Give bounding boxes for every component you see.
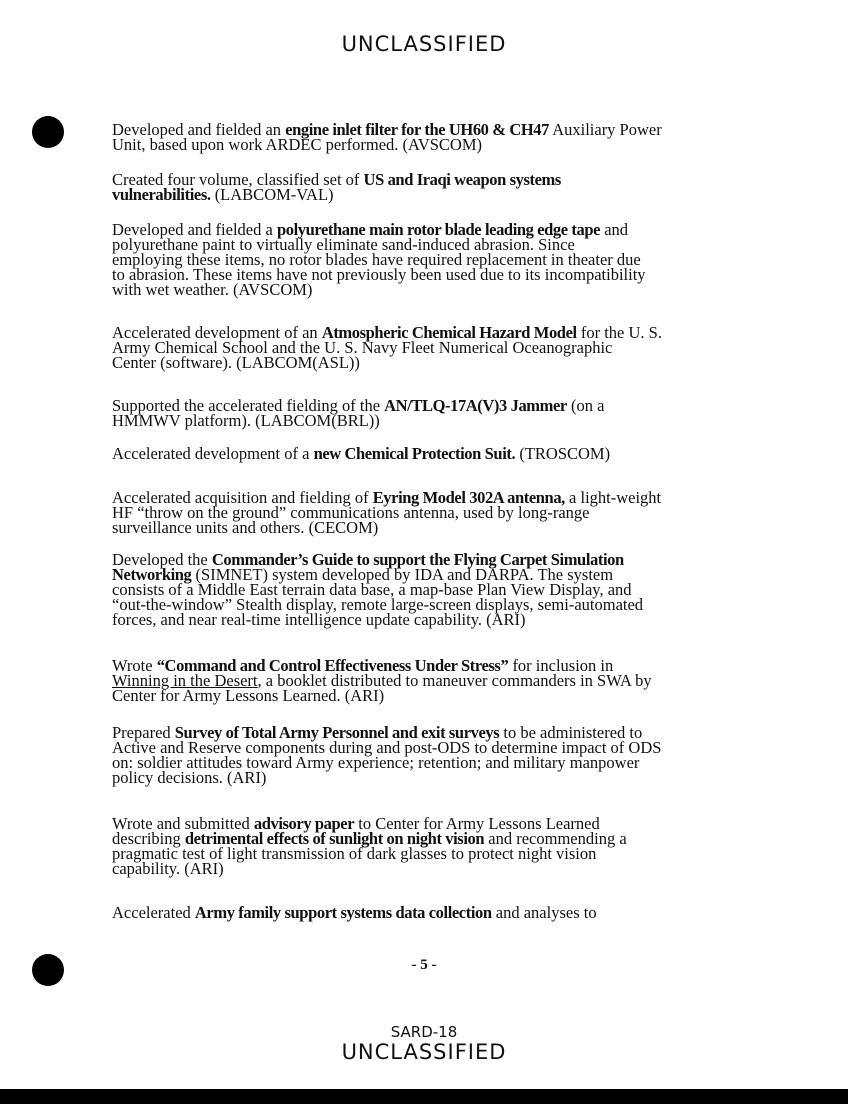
paragraph [112, 398, 604, 428]
text-segment: (on a [566, 396, 605, 415]
paragraph [112, 325, 662, 370]
text-segment: Unit, based upon work ARDEC performed. (AVSCOM) [112, 135, 483, 154]
bold-text: advisory paper [253, 814, 355, 833]
text-line [112, 282, 646, 297]
text-segment: Wrote [112, 656, 157, 675]
bold-text: vulnerabilities. [112, 185, 211, 204]
paragraph [112, 122, 662, 152]
text-segment: and analyses to [491, 903, 597, 922]
paragraph [112, 658, 652, 703]
text-segment: pragmatic test of light transmission of dark glasses to protect night vision [112, 844, 597, 863]
paragraph [112, 816, 627, 876]
text-segment: describing [112, 829, 185, 848]
document-id: SARD-18 [390, 1023, 458, 1041]
text-segment: on: soldier attitudes toward Army experience; retention; and military manpower [112, 753, 640, 772]
bold-text: AN/TLQ-17A(V)3 Jammer [384, 396, 567, 415]
binder-hole-top [32, 116, 64, 148]
text-segment: Developed the [112, 550, 212, 569]
text-line [112, 187, 561, 202]
text-segment: Army Chemical School and the U. S. Navy Fleet Numerical Oceanographic [112, 338, 613, 357]
scan-edge-bar [0, 1089, 848, 1104]
footer-classification: UNCLASSIFIED [341, 1040, 507, 1064]
paragraph [112, 490, 661, 535]
text-segment: with wet weather. (AVSCOM) [112, 280, 313, 299]
text-segment: to abrasion. These items have not previously been used due to its incompatibility [112, 265, 646, 284]
text-line [112, 770, 661, 785]
text-segment: Accelerated development of an [112, 323, 322, 342]
text-segment: Accelerated [112, 903, 195, 922]
text-segment: employing these items, no rotor blades have required replacement in theater due [112, 250, 641, 269]
text-segment: Developed and fielded an [112, 120, 286, 139]
bold-text: Survey of Total Army Personnel and exit surveys [174, 723, 500, 742]
paragraph [112, 552, 643, 627]
bold-text: polyurethane main rotor blade leading edge tape [276, 220, 601, 239]
text-segment: Supported the accelerated fielding of the [112, 396, 385, 415]
paragraph [112, 725, 661, 785]
text-segment: consists of a Middle East terrain data base, a map-base Plan View Display, and [112, 580, 632, 599]
text-segment: a light-weight [564, 488, 662, 507]
text-line [112, 446, 610, 461]
text-segment: “out-the-window” Stealth display, remote large-screen displays, semi-automated [112, 595, 644, 614]
text-line [112, 137, 662, 152]
bold-text: US and Iraqi weapon systems [363, 170, 561, 189]
text-segment: Accelerated development of a [112, 444, 314, 463]
text-segment: (TROSCOM) [515, 444, 611, 463]
text-line [112, 355, 662, 370]
text-segment: Center (software). (LABCOM(ASL)) [112, 353, 360, 372]
text-segment: capability. (ARI) [112, 859, 224, 878]
page-number: - 5 - [411, 957, 437, 973]
text-segment: Prepared [112, 723, 175, 742]
text-line [112, 520, 661, 535]
text-segment: to Center for Army Lessons Learned [354, 814, 600, 833]
paragraph [112, 172, 561, 202]
paragraph [112, 446, 610, 461]
text-segment: for the U. S. [576, 323, 662, 342]
bold-text: Commander’s Guide to support the Flying Carpet Simulation [211, 550, 624, 569]
bold-text: detrimental effects of sunlight on night vision [184, 829, 485, 848]
paragraph [112, 222, 646, 297]
text-line [112, 861, 627, 876]
text-segment: Accelerated acquisition and fielding of [112, 488, 373, 507]
text-line [112, 688, 652, 703]
text-segment: Created four volume, classified set of [112, 170, 364, 189]
text-segment: Wrote and submitted [112, 814, 254, 833]
bold-text: Eyring Model 302A antenna, [372, 488, 565, 507]
bold-text: Army family support systems data collection [194, 903, 492, 922]
text-segment: to be administered to [499, 723, 643, 742]
bold-text: new Chemical Protection Suit. [313, 444, 516, 463]
text-segment: surveillance units and others. (CECOM) [112, 518, 379, 537]
text-segment: Center for Army Lessons Learned. (ARI) [112, 686, 385, 705]
text-segment: for inclusion in [508, 656, 614, 675]
header-classification: UNCLASSIFIED [341, 32, 507, 56]
text-segment: forces, and near real-time intelligence update capability. (ARI) [112, 610, 526, 629]
text-segment: Active and Reserve components during and post-ODS to determine impact of ODS [112, 738, 662, 757]
text-segment: (SIMNET) system developed by IDA and DARPA. The system [191, 565, 614, 584]
paragraph [112, 905, 597, 920]
bold-text: Networking [112, 565, 192, 584]
text-line [112, 612, 643, 627]
text-segment: HF “throw on the ground” communications antenna, used by long-range [112, 503, 590, 522]
text-segment: policy decisions. (ARI) [112, 768, 267, 787]
text-segment: Auxiliary Power [548, 120, 662, 139]
text-segment: and recommending a [484, 829, 627, 848]
text-segment: Developed and fielded a [112, 220, 277, 239]
text-segment: , a booklet distributed to maneuver commanders in SWA by [257, 671, 652, 690]
bold-text: “Command and Control Effectiveness Under Stress” [156, 656, 509, 675]
text-segment: HMMWV platform). (LABCOM(BRL)) [112, 411, 380, 430]
text-line [112, 413, 604, 428]
bold-text: engine inlet filter for the UH60 & CH47 [285, 120, 549, 139]
text-segment: (LABCOM-VAL) [210, 185, 334, 204]
underlined-title: Winning in the Desert [112, 671, 258, 690]
bold-text: Atmospheric Chemical Hazard Model [321, 323, 577, 342]
text-segment: and [600, 220, 629, 239]
text-line [112, 905, 597, 920]
text-segment: polyurethane paint to virtually eliminate sand-induced abrasion. Since [112, 235, 575, 254]
